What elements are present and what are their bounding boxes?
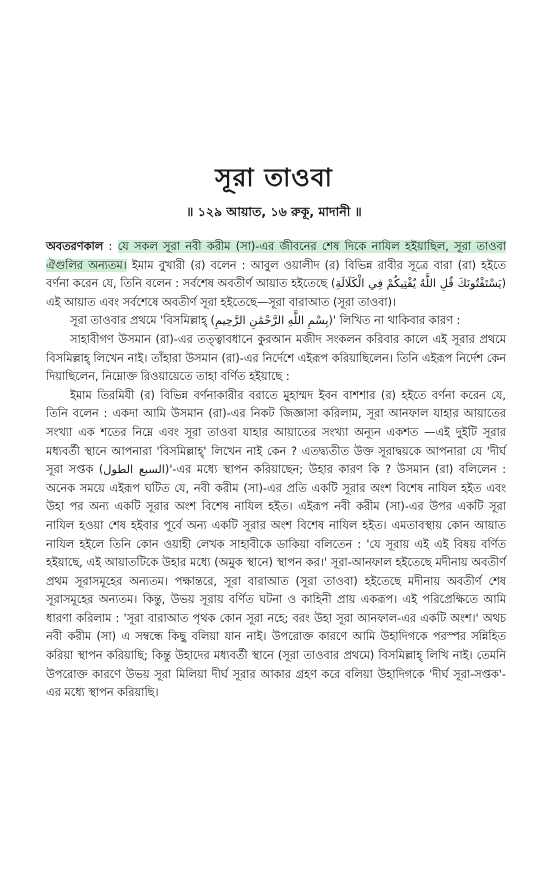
intro-paragraph bbox=[46, 238, 506, 312]
tirmidhi-text-2: )'-এর মধ্যে স্থাপন করিয়াছেন; উহার কারণ কি ? উসমান (রা) বলিলেন : অনেক সময়ে এইরূপ ঘটিত যে, নবী করীম (সা)-এর প্রতি একটি সূরার অংশ বিশেষ নাযিল হইত এবং উহা পর অন্য একটি সূরার অংশ বিশেষ নাযিল হইত। এইরূপ নবী করীম (সা)-এর উপর একটি সূরা নাযিল হওয়া শেষ হইবার পূর্বে অন্য একটি সূরার অংশ বিশেষ নাযিল হইত। এমতাবস্থায় কোন আয়াত নাযিল হইলে তিনি কোন ওয়াহী লেখক সাহাবীকে ডাকিয়া বলিতেন : 'যে সূরায় এই এই বিষয় বর্ণিত হইয়াছে, এই আয়াতটিকে উহার মধ্যে (অমুক স্থানে) স্থাপন কর।' সূরা-আনফাল হইতেছে মদীনায় অবতীর্ণ প্রথম সূরাসমূহের অন্যতম। পক্ষান্তরে, সূরা বারাআত (সূরা তাওবা) হইতেছে মদীনায় অবতীর্ণ শেষ সূরাসমূহের অন্যতম। কিন্তু, উভয় সূরায় বর্ণিত ঘটনা ও কাহিনী প্রায় একরূপ। এই পরিপ্রেক্ষিতে আমি ধারণা করিলাম : 'সূরা বারাআত পৃথক কোন সূরা নহে; বরং উহা সূরা আনফাল-এর একটি অংশ।' অথচ নবী করীম (সা) এ সম্বন্ধে কিছু বলিয়া যান নাই। উপরোক্ত কারণে আমি উহাদিগকে পরস্পর সন্নিহিত করিয়া স্থাপন করিয়াছি; কিন্তু উহাদের মধ্যবর্তী স্থানে (সূরা তাওবার প্রথমে) বিসমিল্লাহ্ লিখি নাই। তেমনি উপরোক্ত কারণে উভয় সূরা মিলিয়া দীর্ঘ সূরার আকার গ্রহণ করে বলিয়া উহাদিগকে 'দীর্ঘ সূরা-সপ্তক'-এর মধ্যে স্থাপন করিয়াছি। bbox=[46, 463, 506, 700]
revelation-period-label: অবতরণকাল bbox=[46, 240, 104, 253]
tirmidhi-text-1: ইমাম তিরমিযী (র) বিভিন্ন বর্ণনাকারীর বরাতে মুহাম্মদ ইবন বাশশার (র) হইতে বর্ণনা করেন যে, তিনি বলেন : একদা আমি উসমান (রা)-এর নিকট জিজ্ঞাসা করিলাম, সূরা আনফাল যাহার আয়াতের সংখ্যা এক শতের নিম্নে এবং সূরা তাওবা যাহার আয়াতের সংখ্যা অন্যূন একশত —এই দুইটি সূরার মধ্যবর্তী স্থানে আপনারা 'বিসমিল্লাহ্' লিখেন নাই কেন ? এতদ্ব্যতীত উক্ত সূরাদ্বয়কে আপনারা যে 'দীর্ঘ সূরা সপ্তক ( bbox=[46, 388, 506, 477]
bismillah-paragraph bbox=[46, 312, 506, 331]
bismillah-text-1: সূরা তাওবার প্রথমে 'বিসমিল্লাহ্ ( bbox=[70, 314, 215, 328]
tirmidhi-paragraph bbox=[46, 387, 506, 703]
arabic-bismillah: بِسْمِ اللَّهِ الرَّحْمَٰنِ الرَّحِيمِ bbox=[214, 314, 329, 328]
highlighted-text: যে সকল সূরা নবী করীম (সা)-এর জীবনের শেষ দিকে নাযিল হইয়াছিল, সূরা তাওবা ঐগুলির অন্যতম। bbox=[46, 240, 506, 272]
surah-title: সূরা তাওবা bbox=[215, 163, 333, 192]
surah-subtitle: ॥ ১২৯ আয়াত, ১৬ রুকূ, মাদানী ॥ bbox=[186, 204, 362, 219]
arabic-verse-kalala: يَسْتَفْتُونَكَ قُلِ اللَّهُ يُفْتِيكُمْ فِي الْكَلَالَةِ bbox=[335, 277, 502, 291]
page-body bbox=[46, 238, 506, 703]
intro-text-1: ইমাম বুখারী (র) বলেন : আবুল ওয়ালীদ (র) বিভিন্ন রাবীর সূত্রে বারা (রা) হইতে বর্ণনা করেন যে, তিনি বলেন : সর্বশেষ অবতীর্ণ আয়াত হইতেছে ( bbox=[46, 258, 506, 291]
arabic-sab-tiwal: السبع الطول bbox=[103, 463, 165, 477]
bismillah-text-2: )' লিখিত না থাকিবার কারণ : bbox=[328, 314, 461, 328]
label-separator: : bbox=[103, 240, 118, 253]
sahabi-paragraph: সাহাবীগণ উসমান (রা)-এর তত্ত্বাবধানে কুরআন মজীদ সংকলন করিবার কালে এই সূরার প্রথমে বিসমিল্লাহ্ লিখেন নাই। তাঁহারা উসমান (রা)-এর নির্দেশে এইরূপ করিয়াছিলেন। তিনি এইরূপ নির্দেশ কেন দিয়াছিলেন, নিম্নোক্ত রিওয়ায়েতে তাহা বর্ণিত হইয়াছে : bbox=[46, 332, 506, 384]
intro-text-2: ) এই আয়াত এবং সর্বশেষে অবতীর্ণ সূরা হইতেছে—সূরা বারাআত (সূরা তাওবা)। bbox=[46, 277, 506, 309]
